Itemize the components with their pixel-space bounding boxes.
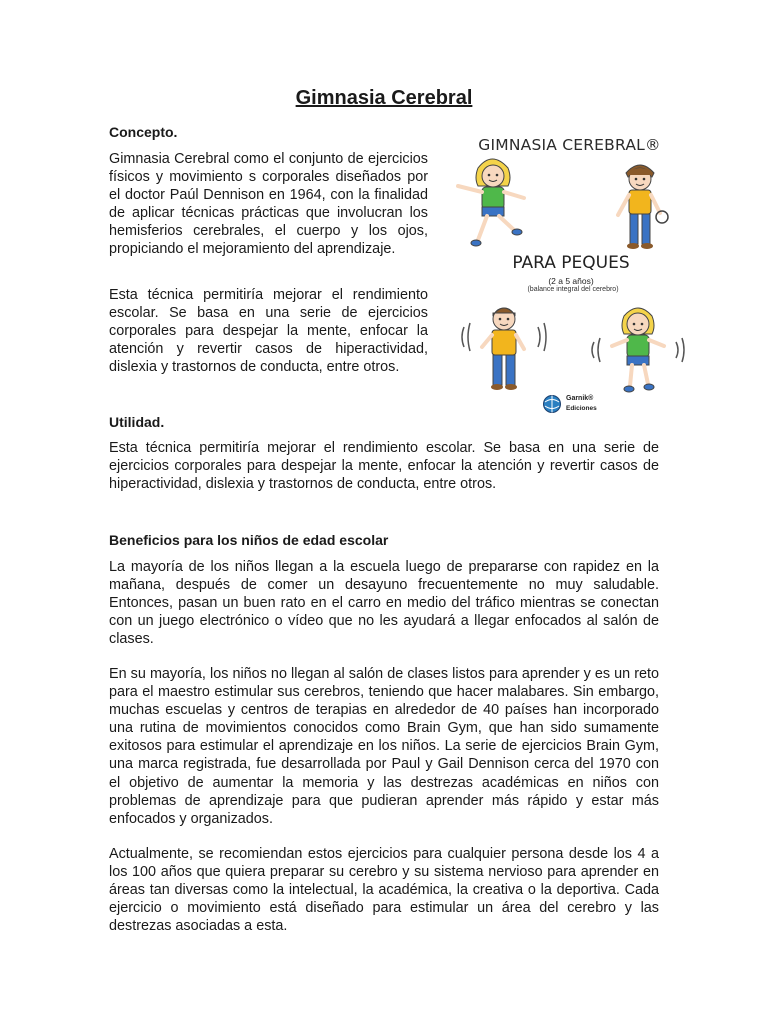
boy-standing-illustration — [606, 157, 676, 252]
girl-kicking-illustration — [452, 152, 532, 252]
utility-paragraph: Esta técnica permitiría mejorar el rendimiento escolar. Se basa en una serie de ejercicios corporales para despejar la mente, enfocar la atención y revertir casos de hiperactividad, dislexia y trastornos de conducta, entre otros. — [109, 440, 659, 493]
publisher-subtitle: Ediciones — [566, 405, 597, 412]
globe-icon — [541, 394, 563, 414]
benefits-paragraph-3: Actualmente, se recomiendan estos ejercicios para cualquier persona desde los 4 a los 100 años que quiera preparar su cerebro y su sistema nervioso para aprender en áreas tan diversas como la intelectual, la académica, la creativa o la deportiva. Cada ejercicio o movimiento está diseñado para estimular un área del cerebro y las destrezas asociadas a esta. — [109, 846, 659, 935]
utility-heading: Utilidad. — [109, 414, 165, 430]
cover-note: (balance integral del cerebro) — [527, 286, 619, 293]
benefits-paragraph-1: La mayoría de los niños llegan a la escuela luego de prepararse con rapidez en la mañana, después de comer un desayuno frecuentemente no muy saludable. Entonces, pasan un buen rato en el carro en medio del tráfico mientras se conectan con un juego electrónico o vídeo que no les ayudará a llegar enfocados al salón de clases. — [109, 559, 659, 648]
girl-moving-illustration — [588, 302, 688, 397]
cover-ages: (2 a 5 años) — [548, 276, 594, 286]
publisher-name: Garnik® — [566, 395, 594, 402]
cover-title: GIMNASIA CEREBRAL® — [478, 136, 661, 154]
page-title: Gimnasia Cerebral — [295, 87, 473, 109]
benefits-paragraph-2: En su mayoría, los niños no llegan al salón de clases listos para aprender y es un reto para el maestro estimular sus cerebros, teniendo que hacer malabares. Sin embargo, muchas escuelas y centros de terapias en alrededor de 40 países han incorporado una rutina de movimientos conocidos como Brain Gym, que han sido sumamente exitosos para estimular el aprendizaje en los niños. La serie de ejercicios Brain Gym, una marca registrada, fue desarrollada por Paul y Gail Dennison cerca del 1970 con el objetivo de aumentar la memoria y las destrezas académicas en niños con problemas de aprendizaje para que pudieran aprender más rápido y estar más enfocados y organizados. — [109, 666, 659, 827]
concept-paragraph-1: Gimnasia Cerebral como el conjunto de ejercicios físicos y movimiento s corporales diseñados por el doctor Paúl Dennison en 1964, con la finalidad de aplicar técnicas prácticas que involucran los hemisferios cerebrales, el cuerpo y los ojos, propiciando el mejoramiento del aprendizaje. — [109, 151, 428, 258]
cover-subtitle: PARA PEQUES — [512, 253, 630, 273]
concept-paragraph-2: Esta técnica permitiría mejorar el rendimiento escolar. Se basa en una serie de ejercicios corporales para despejar la mente, enfocar la atención y revertir casos de hiperactividad, dislexia y trastornos de conducta, entre otros. — [109, 287, 428, 376]
concept-heading: Concepto. — [109, 124, 178, 140]
book-cover-image — [448, 127, 691, 423]
benefits-heading: Beneficios para los niños de edad escolar — [109, 532, 389, 548]
boy-moving-illustration — [458, 297, 553, 397]
publisher-logo — [541, 393, 621, 417]
